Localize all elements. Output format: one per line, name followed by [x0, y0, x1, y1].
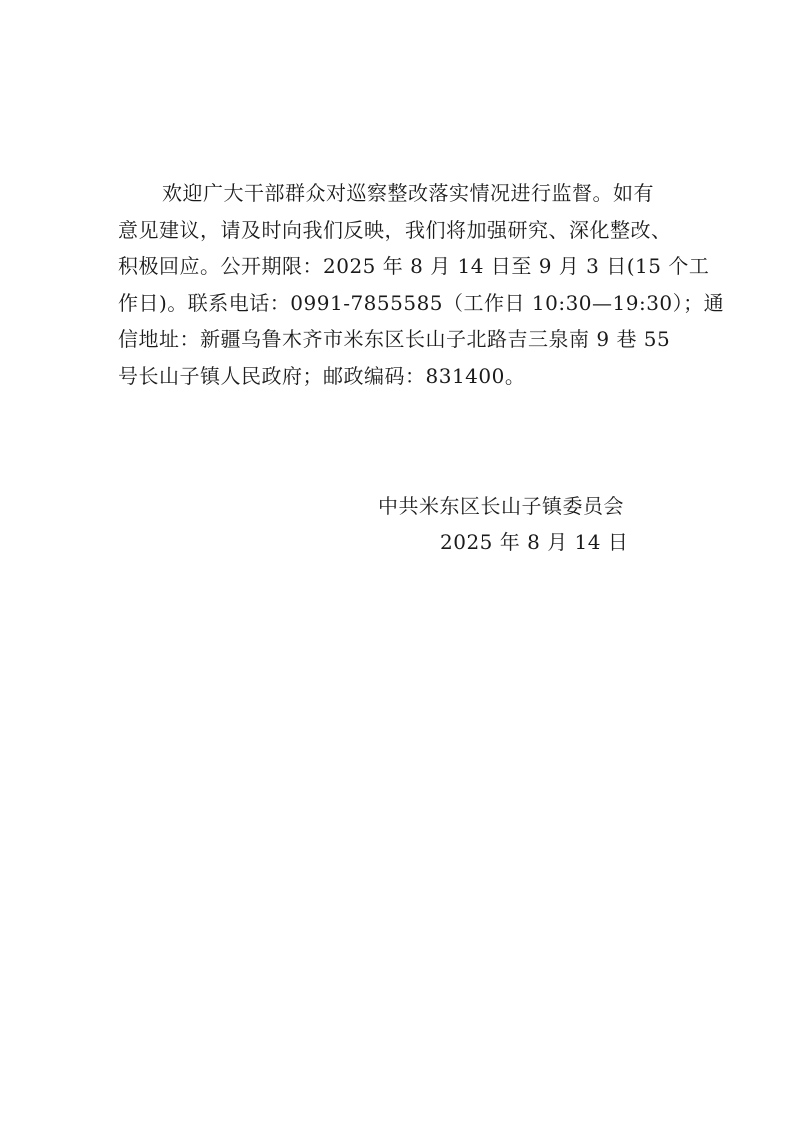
paragraph-line: 作日)。联系电话：0991-7855585（工作日 10:30—19:30）；通: [118, 290, 725, 315]
signature-date: 2025 年 8 月 14 日: [440, 530, 629, 554]
paragraph-line: 欢迎广大干部群众对巡察整改落实情况进行监督。如有: [162, 181, 654, 205]
signature-organization: 中共米东区长山子镇委员会: [378, 494, 624, 518]
paragraph-line: 意见建议，请及时向我们反映，我们将加强研究、深化整改、: [118, 217, 672, 242]
paragraph-line: 号长山子镇人民政府；邮政编码：831400。: [118, 363, 526, 388]
notice-paragraph: [118, 175, 725, 394]
paragraph-line: 信地址：新疆乌鲁木齐市米东区长山子北路吉三泉南 9 巷 55: [118, 327, 671, 351]
paragraph-line: 积极回应。公开期限：2025 年 8 月 14 日至 9 月 3 日(15 个工: [118, 254, 710, 278]
